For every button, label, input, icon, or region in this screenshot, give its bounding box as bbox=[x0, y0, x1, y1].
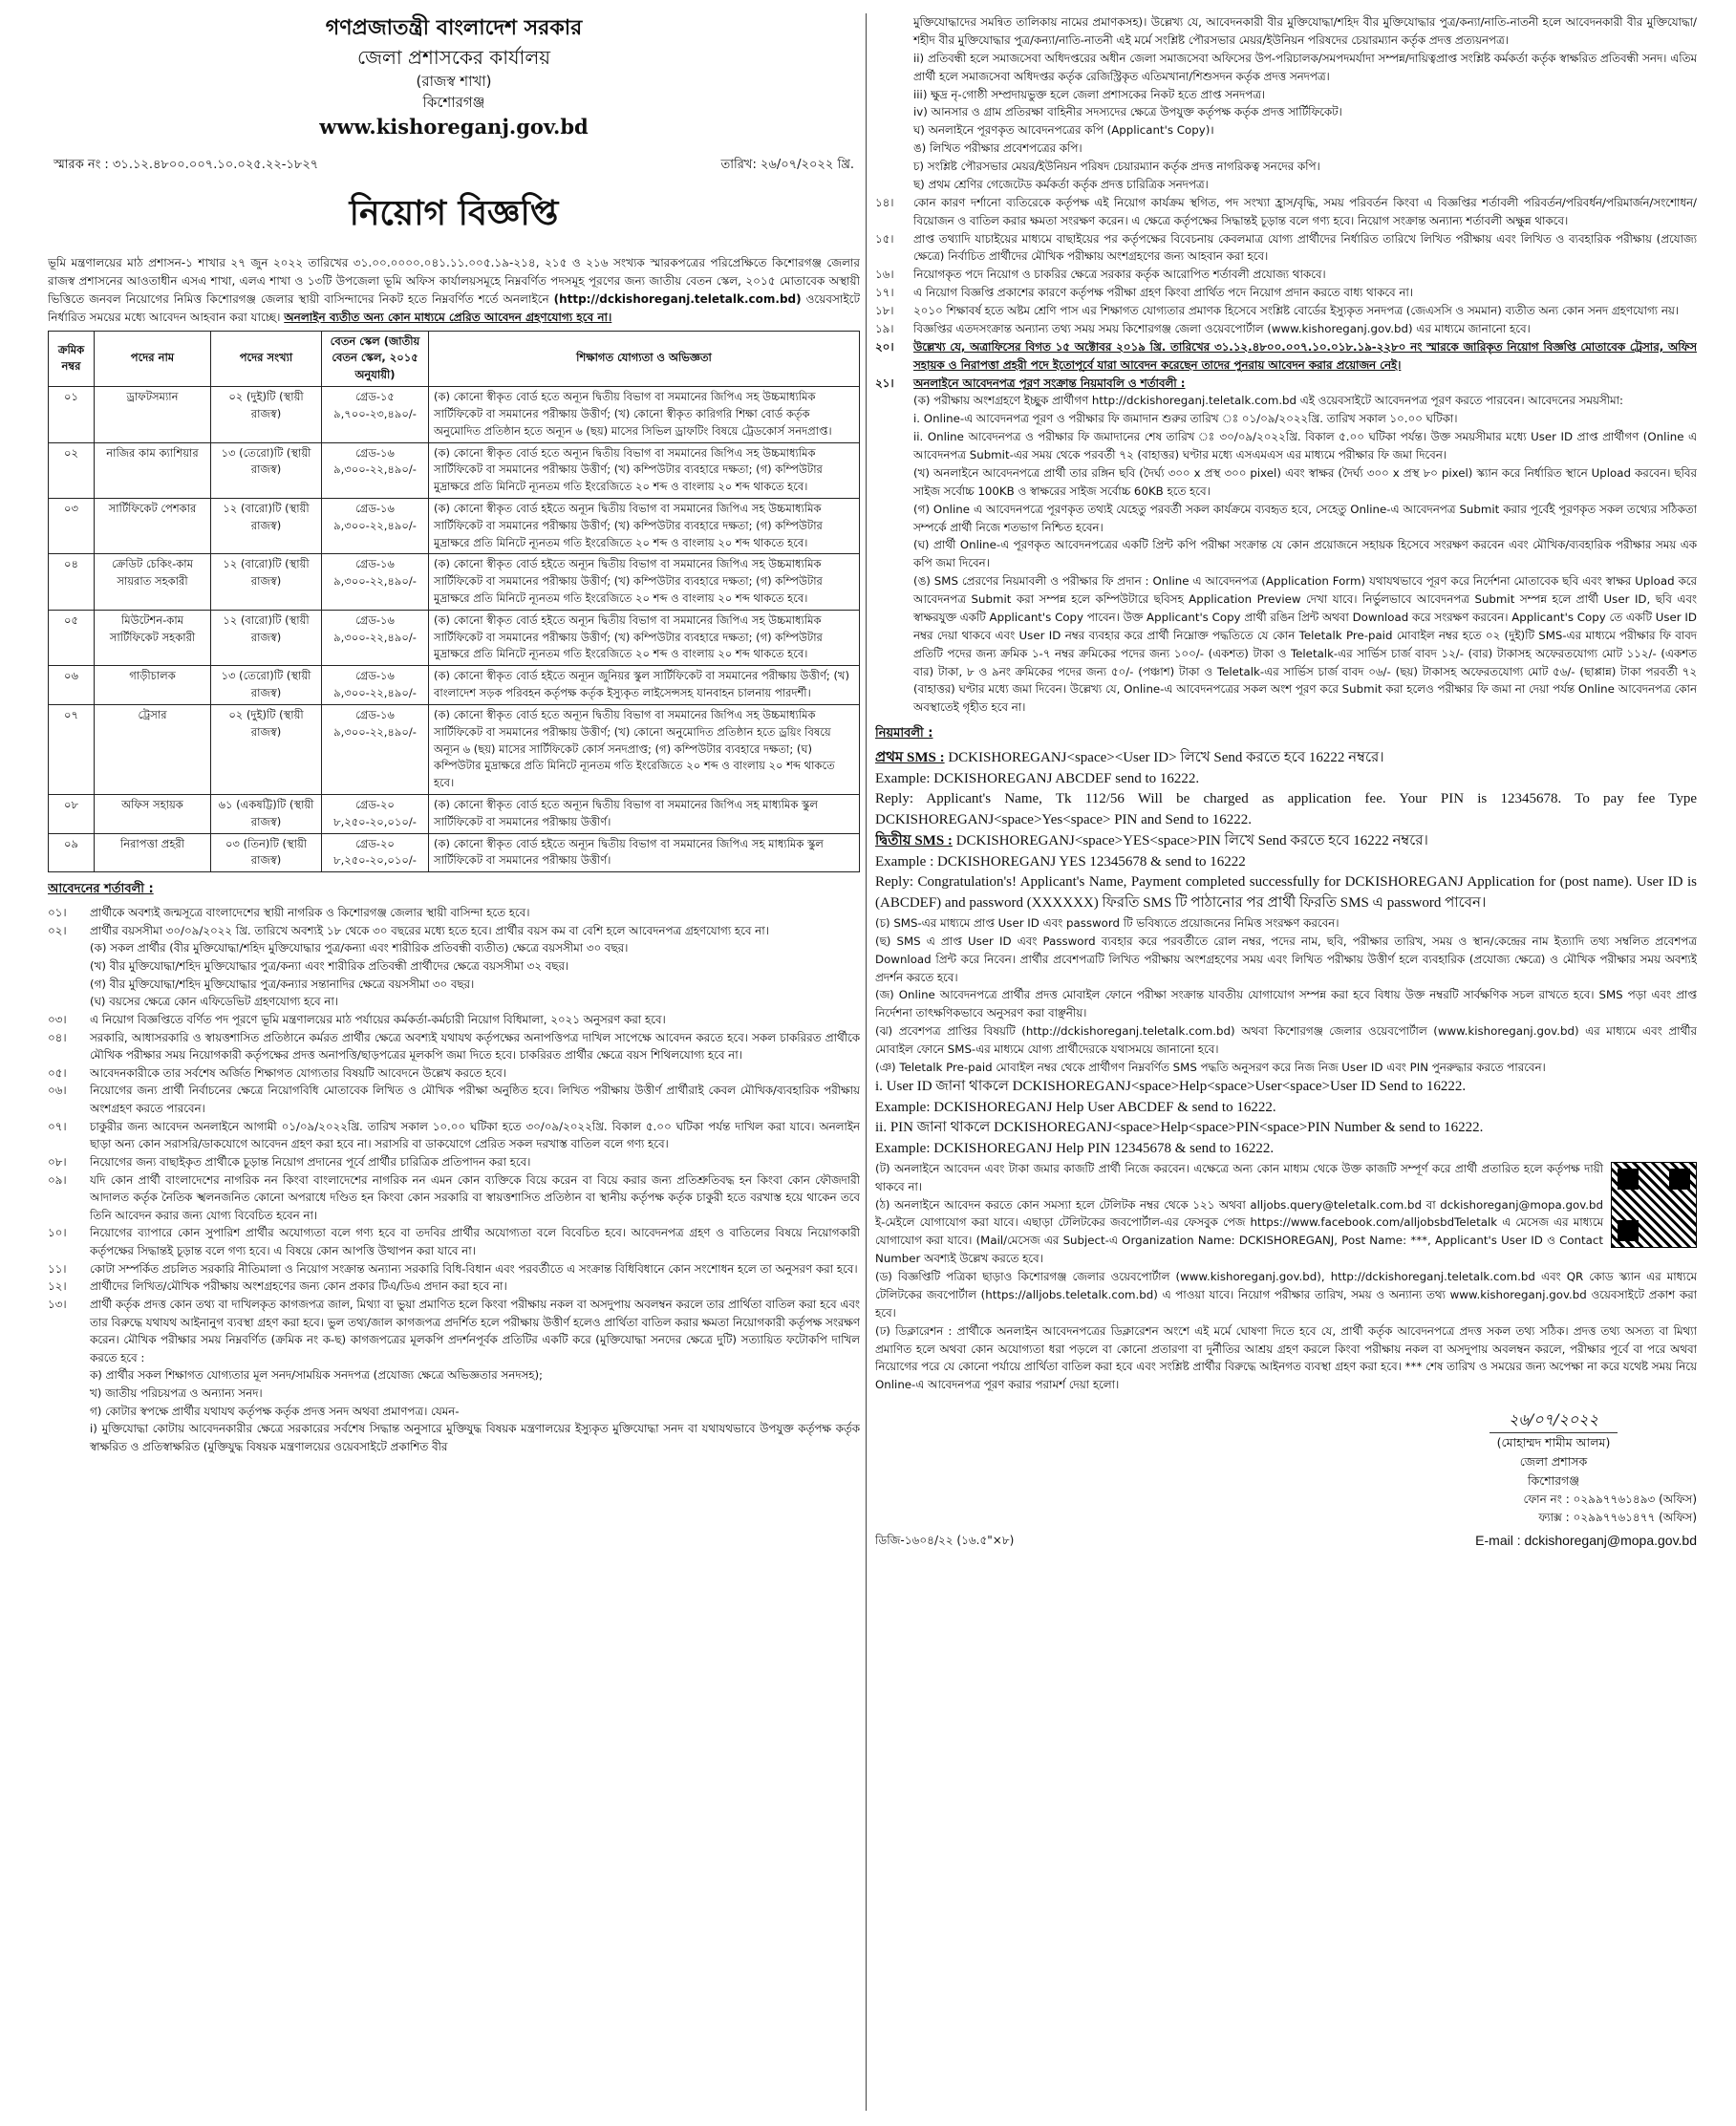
cell-post-name: গাড়ীচালক bbox=[95, 666, 211, 705]
online-instructions bbox=[875, 392, 1697, 717]
left-column bbox=[48, 13, 860, 2115]
branch-name: (রাজস্ব শাখা) bbox=[416, 72, 492, 90]
cell-pay-scale: গ্রেড-২০ ৮,২৫০-২০,০১০/- bbox=[322, 794, 429, 833]
item-text: কোন কারণ দর্শানো ব্যতিরেকে কর্তৃপক্ষ এই নিয়োগ কার্যক্রম স্থগিত, পদ সংখ্যা হ্রাস/বৃদ্ধি, সময় পরিবর্তন কিংবা এ বিজ্ঞপ্তির শর্তাবলী পরিবর্তন/পরিবর্ধন/পরিমার্জন/সংশোধন/বিয়োজন ও বাতিল করার ক্ষমতা সংরক্ষণ করেন। এ ক্ষেত্রে কর্তৃপক্ষের সিদ্ধান্তই চূড়ান্ত বলে গণ্য হবে। নিয়োগ সংক্রান্ত অন্যান্য শর্তাবলী অক্ষুন্ন থাকবে। bbox=[913, 195, 1697, 227]
cell-post-count: ১২ (বারো)টি (স্থায়ী রাজস্ব) bbox=[211, 498, 322, 553]
col-qualification: শিক্ষাগত যোগ্যতা ও অভিজ্ঞতা bbox=[429, 331, 860, 386]
item-text: কোটা সম্পর্কিত প্রচলিত সরকারি নীতিমালা ও নিয়োগ সংক্রান্ত অন্যান্য সরকারি বিধি-বিধান এবং পরবর্তীতে এ সংক্রান্ত বিধিবিধানে কোন সংশোধন হলে তা অনুসরণ করা হবে। bbox=[90, 1261, 858, 1276]
condition-item bbox=[48, 1366, 860, 1385]
contact-info bbox=[875, 1491, 1697, 1527]
cell-post-count: ৬১ (একষট্টি)টি (স্থায়ী রাজস্ব) bbox=[211, 794, 322, 833]
item-number: ০৭। bbox=[48, 1119, 67, 1133]
cell-post-name: ড্রাফটসম্যান bbox=[95, 387, 211, 442]
col-pay-scale: বেতন স্কেল (জাতীয় বেতন স্কেল, ২০১৫ অনুযায়ী) bbox=[322, 331, 429, 386]
item-number: ০৮। bbox=[48, 1154, 67, 1169]
item-text: বিজ্ঞপ্তির এতদসংক্রান্ত অন্যান্য তথ্য সময় সময় কিশোরগঞ্জ জেলা ওয়েবপোর্টাল (www.kishoreganj.gov.bd) এর মাধ্যমে জানানো হবে। bbox=[913, 321, 1531, 335]
condition-item bbox=[875, 302, 1697, 320]
intro-text-2: ওয়েবসাইটে নির্ধারিত সময়ের মধ্যে আবেদন আহবান করা যাচ্ছে। bbox=[48, 291, 860, 324]
online-instruction: (ক) পরীক্ষায় অংশগ্রহণে ইচ্ছুক প্রার্থীগণ http://dckishoreganj.teletalk.com.bd এই ওয়েবসাইটে আবেদনপত্র পূরণ করতে পারবেন। আবেদনের সময়সীমা: bbox=[913, 394, 1623, 408]
column-divider bbox=[866, 13, 867, 2111]
item-number: ০৫। bbox=[48, 1065, 67, 1080]
table-row bbox=[49, 442, 860, 498]
online-instruction: (গ) Online এ আবেদনপত্রে পূরণকৃত তথ্যই যেহেতু পরবর্তী সকল কার্যক্রমে ব্যবহৃত হবে, সেহেতু Online-এ আবেদনপত্র Submit করার পূর্বেই পূরণকৃত সকল তথ্যের সঠিকতা সম্পর্কে প্রার্থী নিজে শতভাগ নিশ্চিত হবেন। bbox=[913, 502, 1697, 534]
item-text: ২০১০ শিক্ষাবর্ষ হতে অষ্টম শ্রেণি পাস এর শিক্ষাগত যোগ্যতার প্রমাণক হিসেবে সংশ্লিষ্ট বোর্ডের ইস্যুকৃত সনদপত্র (জেএসসি ও সমমান) ব্যতীত অন্য কোন সনদ গ্রহণযোগ্য নয়। bbox=[913, 304, 1680, 317]
table-row bbox=[49, 794, 860, 833]
cell-post-count: ০২ (দুই)টি (স্থায়ী রাজস্ব) bbox=[211, 387, 322, 442]
item-number: ১০। bbox=[48, 1226, 67, 1240]
conditions-title: আবেদনের শর্তাবলী : bbox=[48, 882, 154, 897]
signature-scrawl: ২৬/০৭/২০২২ bbox=[1490, 1407, 1618, 1433]
recovery-line: ii. PIN জানা থাকলে DCKISHOREGANJ<space>Help<space>PIN<space>PIN Number & send to 16222. bbox=[875, 1120, 1484, 1136]
item-number: ১৮। bbox=[875, 304, 894, 317]
cell-pay-scale: গ্রেড-১৬ ৯,৩০০-২২,৪৯০/- bbox=[322, 666, 429, 705]
cell-serial: ০৮ bbox=[49, 794, 95, 833]
right-column bbox=[875, 13, 1697, 2115]
rules-title: নিয়মাবলী : bbox=[875, 726, 933, 741]
item-number: ০৯। bbox=[48, 1172, 67, 1187]
cell-qualification: (ক) কোনো স্বীকৃত বোর্ড হতে অন্যূন দ্বিতীয় বিভাগ বা সমমানের জিপিএ সহ উচ্চমাধ্যমিক সার্টিফিকেট বা সমমানের পরীক্ষায় উত্তীর্ণ; (খ) কোনো অনুমোদিত প্রতিষ্ঠান হতে ড্রয়িং বিষয়ে অন্যূন ৬ (ছয়) মাসের সার্টিফিকেট কোর্স সনদপ্রাপ্ত; (গ) কম্পিউটার ব্যবহারে দক্ষতা; (ঘ) কম্পিউটার মুদ্রাক্ষরে প্রতি মিনিটে ন্যূনতম গতি ইংরেজিতে ২০ শব্দ ও বাংলায় ২০ শব্দ থাকতে হবে। bbox=[429, 704, 860, 794]
cell-qualification: (ক) কোনো স্বীকৃত বোর্ড হইতে অন্যূন দ্বিতীয় বিভাগ বা সমমানের জিপিএ সহ মাধ্যমিক স্কুল সার্টিফিকেট বা সমমানের পরীক্ষায় উত্তীর্ণ। bbox=[429, 833, 860, 872]
item-text: (গ) বীর মুক্তিযোদ্ধা/শহিদ মুক্তিযোদ্ধার পুত্র/কন্যার সন্তানাদির ক্ষেত্রে বয়সসীমা ৩০ বছর। bbox=[90, 977, 475, 991]
phone-number: ফোন নং : ০২৯৯৭৭৬১৪৯৩ (অফিস) bbox=[1523, 1492, 1697, 1506]
cell-post-name: নিরাপত্তা প্রহরী bbox=[95, 833, 211, 872]
rules-list-2 bbox=[875, 1160, 1697, 1394]
item-text: উল্লেখ্য যে, অত্রাফিসের বিগত ১৫ অক্টোবর ২০১৯ খ্রি. তারিখের ৩১.১২.৪৮০০.০০৭.১০.০১৮.১৯-২২৮০ নং স্মারকে জারিকৃত নিয়োগ বিজ্ঞপ্তি মোতাবেক ট্রেসার, অফিস সহায়ক ও নিরাপত্তা প্রহরী পদে ইতোপূর্বে যারা আবেদন করেছেন তাদের পুনরায় আবেদন করার প্রয়োজন নেই। bbox=[913, 339, 1697, 372]
posts-table bbox=[48, 331, 860, 873]
first-sms-label: প্রথম SMS : bbox=[875, 749, 945, 765]
item-text: (ক) সকল প্রার্থীর (বীর মুক্তিযোদ্ধা/শহিদ মুক্তিযোদ্ধার পুত্র/কন্যা এবং শারীরিক প্রতিবন্ধী ব্যতীত) ক্ষেত্রে বয়সসীমা ৩০ বছর। bbox=[90, 941, 629, 956]
item-text: এ নিয়োগ বিজ্ঞপ্তিতে বর্ণিত পদ পূরণে ভূমি মন্ত্রণালয়ের মাঠ পর্যায়ের কর্মকর্তা-কর্মচারী নিয়োগ বিধিমালা, ২০২১ অনুসরণ করা হবে। bbox=[90, 1012, 666, 1026]
cell-post-count: ১২ (বারো)টি (স্থায়ী রাজস্ব) bbox=[211, 554, 322, 610]
col-post-count: পদের সংখ্যা bbox=[211, 331, 322, 386]
item-text: যদি কোন প্রার্থী বাংলাদেশের নাগরিক নন কিংবা বাংলাদেশের নাগরিক নন এমন কোন ব্যক্তিকে বিয়ে করেন বা বিয়ে করার জন্য প্রতিশ্রুতিবদ্ধ হন কিংবা কোন ফৌজদারী আদালত কর্তৃক নৈতিক স্খলনজনিত কোনো অপরাধে দণ্ডিত হন কিংবা কোন সরকারি বা স্বায়ত্তশাসিত প্রতিষ্ঠান বা স্থানীয় কর্তৃপক্ষ কর্তৃক চাকুরী হতে বরখাস্ত হয়ে থাকেন তবে তিনি আবেদন করার জন্য যোগ্য বিবেচিত হবেন না। bbox=[90, 1172, 860, 1222]
memo-date: তারিখ: ২৬/০৭/২০২২ খ্রি. bbox=[720, 157, 854, 172]
website-link[interactable]: www.kishoreganj.gov.bd bbox=[319, 115, 589, 140]
condition-item bbox=[48, 1403, 860, 1421]
letterhead bbox=[48, 13, 860, 142]
cell-serial: ০৬ bbox=[49, 666, 95, 705]
item-number: ০৩। bbox=[48, 1012, 67, 1026]
first-sms-reply: Reply: Applicant's Name, Tk 112/56 Will be charged as application fee. Your PIN is 12345678. To pay fee Type DCKISHOREGANJ<space>Yes<space> PIN and Send to 16222. bbox=[875, 791, 1697, 828]
item-number: ২১। bbox=[875, 376, 894, 390]
recovery-line: i. User ID জানা থাকলে DCKISHOREGANJ<space>Help<space>User<space>User ID Send to 16222. bbox=[875, 1078, 1467, 1094]
condition-item bbox=[48, 1011, 860, 1029]
cell-post-count: ১৩ (তেরো)টি (স্থায়ী রাজস্ব) bbox=[211, 442, 322, 498]
cell-qualification: (ক) কোনো স্বীকৃত বোর্ড হতে অন্যূন দ্বিতীয় বিভাগ বা সমমানের জিপিএ সহ মাধ্যমিক স্কুল সার্টিফিকেট বা সমমানের পরীক্ষায় উত্তীর্ণ। bbox=[429, 794, 860, 833]
cell-pay-scale: গ্রেড-১৬ ৯,৩০০-২২,৪৯০/- bbox=[322, 442, 429, 498]
condition-item bbox=[48, 922, 860, 940]
cell-qualification: (ক) কোনো স্বীকৃত বোর্ড হইতে অন্যূন দ্বিতীয় বিভাগ বা সমমানের জিপিএ সহ উচ্চমাধ্যমিক সার্টিফিকেট বা সমমানের পরীক্ষায় উত্তীর্ণ; (খ) কম্পিউটার ব্যবহারে দক্ষতা; (গ) কম্পিউটার মুদ্রাক্ষরে প্রতি মিনিটে ন্যূনতম গতি ইংরেজিতে ২০ শব্দ ও বাংলায় ২০ শব্দ থাকতে হবে। bbox=[429, 554, 860, 610]
doc-ethnic: iii) ক্ষুদ্র নৃ-গোষ্ঠী সম্প্রদায়ভুক্ত হলে জেলা প্রশাসকের নিকট হতে প্রাপ্ত সনদপত্র। bbox=[913, 87, 1266, 101]
second-sms-text: DCKISHOREGANJ<space>YES<space>PIN লিখে Send করতে হবে 16222 নম্বরে। bbox=[955, 832, 1428, 848]
condition-item bbox=[48, 904, 860, 922]
item-text: আবেদনকারীকে তার সর্বশেষ অর্জিত শিক্ষাগত যোগ্যতার বিষয়টি আবেদনে উল্লেখ করতে হবে। bbox=[90, 1065, 506, 1080]
item-text: প্রাপ্ত তথ্যাদি যাচাইয়ের মাধ্যমে বাছাইয়ের পর কর্তৃপক্ষের বিবেচনায় কেবলমাত্র যোগ্য প্রার্থীদের নির্ধারিত তারিখে লিখিত পরীক্ষায় এবং লিখিত ও ব্যবহারিক পরীক্ষায় (প্রযোজ্য ক্ষেত্রে) নির্বাচিত প্রার্থীদের মৌখিক পরীক্ষায় অংশগ্রহণের জন্য আহবান করা হবে। bbox=[913, 231, 1697, 264]
first-sms-example: Example: DCKISHOREGANJ ABCDEF send to 16222. bbox=[875, 770, 1200, 786]
item-number: ১২। bbox=[48, 1279, 67, 1294]
cell-post-count: ১৩ (তেরো)টি (স্থায়ী রাজস্ব) bbox=[211, 666, 322, 705]
condition-item bbox=[48, 1118, 860, 1153]
doc-freedom-fighter: মুক্তিযোদ্ধাদের সমন্বিত তালিকায় নামের প্রমাণকসহ)। উল্লেখ্য যে, আবেদনকারী বীর মুক্তিযোদ্ধা/শহিদ বীর মুক্তিযোদ্ধার পুত্র/কন্যা/নাতি-নাতনী হলে আবেদনকারী বীর মুক্তিযোদ্ধা/শহীদ বীর মুক্তিযোদ্ধার পুত্র/কন্যা/নাতি-নাতনী এই মর্মে সংশ্লিষ্ট পৌরসভার মেয়র/ইউনিয়ন পরিষদের চেয়ারম্যান কর্তৃক প্রদত্ত প্রত্যয়নপত্র। bbox=[913, 15, 1697, 47]
recovery-line: Example: DCKISHOREGANJ Help User ABCDEF & send to 16222. bbox=[875, 1099, 1276, 1115]
item-number: ১৭। bbox=[875, 286, 894, 300]
item-text: নিয়োগের জন্য বাছাইকৃত প্রার্থীকে চূড়ান্ত নিয়োগ প্রদানের পূর্বে প্রার্থীর চারিত্রিক প্রতিপাদন করা হবে। bbox=[90, 1154, 531, 1169]
fax-number: ফ্যাক্স : ০২৯৯৭৭৬১৪৭৭ (অফিস) bbox=[1538, 1510, 1697, 1524]
col-serial: ক্রমিক নম্বর bbox=[49, 331, 95, 386]
item-text: চাকুরীর জন্য আবেদন অনলাইনে আগামী ০১/০৯/২০২২খ্রি. তারিখ সকাল ১০.০০ ঘটিকা হতে ৩০/০৯/২০২২খ্রি. বিকাল ৫.০০ ঘটিকা পর্যন্ত দাখিল করা যাবে। অনলাইন ছাড়া অন্য কোন সরাসরি/ডাকযোগে আবেদন গ্রহণ করা হবে না। সরাসরি বা ডাকযোগে প্রেরিত সকল দরখাস্ত বাতিল বলে গণ্য হবে। bbox=[90, 1119, 860, 1151]
item-number: ১৫। bbox=[875, 231, 894, 246]
rule-item: (ছ) SMS এ প্রাপ্ত User ID এবং Password ব্যবহার করে পরবর্তীতে রোল নম্বর, পদের নাম, ছবি, পরীক্ষার তারিখ, সময় ও স্থান/কেন্দ্রের নাম ইত্যাদি তথ্য সম্বলিত প্রবেশপত্র Download প্রিন্ট করে নিবেন। প্রার্থীর প্রবেশপত্রটি লিখিত পরীক্ষায় অংশগ্রহণের সময় এবং লিখিত পরীক্ষায় উত্তীর্ণ হলে ব্যবহারিক (প্রযোজ্য ক্ষেত্রে) ও মৌখিক পরীক্ষার সময় অবশ্যই প্রদর্শন করতে হবে। bbox=[875, 934, 1697, 984]
doc-ansar: iv) আনসার ও গ্রাম প্রতিরক্ষা বাহিনীর সদস্যদের ক্ষেত্রে উপযুক্ত কর্তৃপক্ষ কর্তৃক প্রদত্ত সার্টিফিকেট। bbox=[913, 105, 1342, 119]
memo-number: স্মারক নং : ৩১.১২.৪৮০০.০০৭.১০.০২৫.২২-১৮২৭ bbox=[54, 157, 319, 172]
condition-item bbox=[48, 1064, 860, 1083]
cell-post-name: সার্টিফিকেট পেশকার bbox=[95, 498, 211, 553]
rule-item: (ঢ) ডিক্লারেশন : প্রার্থীকে অনলাইন আবেদনপত্রের ডিক্লারেশন অংশে এই মর্মে ঘোষণা দিতে হবে যে, প্রার্থী কর্তৃক আবেদনপত্রে প্রদত্ত সকল তথ্য সঠিক। প্রদত্ত তথ্য অসত্য বা মিথ্যা প্রমাণিত হলে অথবা কোন অযোগ্যতা ধরা পড়লে বা কোনো প্রতারণা বা দুর্নীতির আশ্রয় গ্রহণ করলে কিংবা পরীক্ষায় নকল বা অসদুপায় অবলম্বন করলে, পরীক্ষার পূর্বে বা পরে অথবা নিয়োগের পরে যে কোনো পর্যায়ে প্রার্থিতা বাতিল করা হবে এবং সংশ্লিষ্ট প্রার্থীর বিরুদ্ধে আইনগত ব্যবস্থা গ্রহণ করা হবে। *** শেষ তারিখ ও সময়ের জন্য অপেক্ষা না করে যথেষ্ট সময় নিয়ে Online-এ আবেদনপত্র পূরণ করার পরামর্শ দেয়া হলো। bbox=[875, 1323, 1697, 1392]
recovery-line: Example: DCKISHOREGANJ Help PIN 12345678 & send to 16222. bbox=[875, 1141, 1275, 1157]
online-only-warning: অনলাইন ব্যতীত অন্য কোন মাধ্যমে প্রেরিত আবেদন গ্রহণযোগ্য হবে না। bbox=[284, 310, 612, 324]
second-sms-example: Example : DCKISHOREGANJ YES 12345678 & send to 16222 bbox=[875, 853, 1246, 870]
cell-pay-scale: গ্রেড-১৬ ৯,৩০০-২২,৪৯০/- bbox=[322, 498, 429, 553]
table-row bbox=[49, 833, 860, 872]
item-number: ০৬। bbox=[48, 1084, 67, 1098]
item-number: ১১। bbox=[48, 1261, 67, 1276]
table-row bbox=[49, 610, 860, 665]
item-text: নিয়োগের ব্যাপারে কোন সুপারিশ প্রার্থীর অযোগ্যতা বলে গণ্য হবে বা তদবির প্রার্থীর অযোগ্যতা বলে বিবেচিত হবে। আবেদনপত্র গ্রহণ ও বাতিলের বিষয়ে নিয়োগকারী কর্তৃপক্ষের সিদ্ধান্তই চূড়ান্ত বলে গণ্য হবে। এ বিষয়ে কোন আপত্তি উত্থাপন করা যাবে না। bbox=[90, 1226, 860, 1258]
cell-serial: ০৫ bbox=[49, 610, 95, 665]
item-text: নিয়োগকৃত পদে নিয়োগ ও চাকরির ক্ষেত্রে সরকার কর্তৃক আরোপিত শর্তাবলী প্রযোজ্য থাকবে। bbox=[913, 268, 1326, 282]
doc-character: ছ) প্রথম শ্রেণির গেজেটেড কর্মকর্তা কর্তৃক প্রদত্ত চারিত্রিক সনদপত্র। bbox=[913, 177, 1209, 191]
item-text: ক) প্রার্থীর সকল শিক্ষাগত যোগ্যতার মূল সনদ/সাময়িক সনদপত্র (প্রযোজ্য ক্ষেত্রে অভিজ্ঞতার সনদসহ); bbox=[90, 1368, 544, 1383]
signatory-name: (মোহাম্মদ শামীম আলম) bbox=[1496, 1434, 1611, 1450]
rule-item: (ট) অনলাইনে আবেদন এবং টাকা জমার কাজটি প্রার্থী নিজে করবেন। এক্ষেত্রে অন্য কোন মাধ্যম থেকে উক্ত কাজটি সম্পূর্ণ করে প্রার্থী প্রতারিত হলে কর্তৃপক্ষ দায়ী থাকবে না। bbox=[875, 1161, 1603, 1193]
table-row bbox=[49, 666, 860, 705]
cell-post-count: ১২ (বারো)টি (স্থায়ী রাজস্ব) bbox=[211, 610, 322, 665]
condition-item bbox=[48, 1029, 860, 1064]
required-docs-continued bbox=[875, 13, 1697, 717]
email-address[interactable]: E-mail : dckishoreganj@mopa.gov.bd bbox=[1475, 1533, 1697, 1549]
table-header-row bbox=[49, 331, 860, 386]
item-text: (ঘ) বয়সের ক্ষেত্রে কোন এফিডেভিট গ্রহণযোগ্য হবে না। bbox=[90, 995, 338, 1009]
table-row bbox=[49, 554, 860, 610]
cell-qualification: (ক) কোনো স্বীকৃত বোর্ড হইতে অন্যূন দ্বিতীয় বিভাগ বা সমমানের জিপিএ সহ উচ্চমাধ্যমিক সার্টিফিকেট বা সমমানের পরীক্ষায় উত্তীর্ণ; (খ) কম্পিউটার ব্যবহারে দক্ষতা; (গ) কম্পিউটার মুদ্রাক্ষরে প্রতি মিনিটে ন্যূনতম গতি ইংরেজিতে ২০ শব্দ ও বাংলায় ২০ শব্দ থাকতে হবে। bbox=[429, 498, 860, 553]
second-sms-label: দ্বিতীয় SMS : bbox=[875, 832, 953, 848]
online-instruction: ii. Online আবেদনপত্র ও পরীক্ষার ফি জমাদানের শেষ তারিখ ঃ ৩০/০৯/২০২২খ্রি. বিকাল ৫.০০ ঘটিকা পর্যন্ত। উক্ত সময়সীমার মধ্যে User ID প্রাপ্ত প্রার্থীগণ (Online এ আবেদনপত্র Submit-এর সময় থেকে পরবর্তী ৭২ (বাহাত্তর) ঘণ্টার মধ্যে এসএমএস এর মাধ্যমে পরীক্ষার ফি জমা দিবেন। bbox=[913, 430, 1697, 462]
cell-post-name: নাজির কাম ক্যাশিয়ার bbox=[95, 442, 211, 498]
office-name: জেলা প্রশাসকের কার্যালয় bbox=[356, 45, 551, 69]
govt-name: গণপ্রজাতন্ত্রী বাংলাদেশ সরকার bbox=[325, 16, 583, 40]
rules-section bbox=[875, 724, 1697, 1394]
item-text: খ) জাতীয় পরিচয়পত্র ও অন্যান্য সনদ। bbox=[90, 1386, 263, 1401]
reference-line bbox=[48, 156, 860, 176]
condition-item bbox=[48, 939, 860, 957]
item-text: প্রার্থীর বয়সসীমা ৩০/০৯/২০২২ খ্রি. তারিখে অবশ্যই ১৮ থেকে ৩০ বছরের মধ্যে হতে হবে। প্রার্থীর বয়স কম বা বেশি হলে আবেদনপত্র গ্রহণযোগ্য হবে না। bbox=[90, 923, 769, 937]
item-text: (খ) বীর মুক্তিযোদ্ধা/শহিদ মুক্তিযোদ্ধার পুত্র/কন্যা এবং শারীরিক প্রতিবন্ধী প্রার্থীদের ক্ষেত্রে বয়সসীমা ৩২ বছর। bbox=[90, 959, 569, 974]
item-text: গ) কোটার স্বপক্ষে প্রার্থীর যথাযথ কর্তৃপক্ষ কর্তৃক প্রদত্ত সনদ অথবা প্রমাণপত্র। যেমন- bbox=[90, 1404, 460, 1418]
cell-serial: ০৪ bbox=[49, 554, 95, 610]
condition-item bbox=[875, 320, 1697, 338]
condition-item bbox=[48, 976, 860, 994]
cell-post-name: ট্রেসার bbox=[95, 704, 211, 794]
online-instruction: (ঙ) SMS প্রেরণের নিয়মাবলী ও পরীক্ষার ফি প্রদান : Online এ আবেদনপত্র (Application Form) যথাযথভাবে পূরণ করে নির্দেশনা মোতাবেক ছবি এবং স্বাক্ষর Upload করে আবেদনপত্র Submit করা সম্পন্ন হলে কম্পিউটারে ছবিসহ Application Preview দেখা যাবে। নির্ভুলভাবে আবেদনপত্র Submit সম্পন্ন হলে প্রার্থী User ID, ছবি এবং স্বাক্ষরযুক্ত একটি Applicant's Copy পাবেন। উক্ত Applicant's Copy প্রার্থী রঙিন প্রিন্ট অথবা Download করে সংরক্ষণ করবেন। Applicant's Copy তে একটি User ID নম্বর দেয়া থাকবে এবং User ID নম্বর ব্যবহার করে প্রার্থী নিম্নোক্ত পদ্ধতিতে যে কোন Teletalk Pre-paid মোবাইল নম্বর হতে ০২ (দুই)টি SMS-এর মাধ্যমে পরীক্ষার ফি বাবদ প্রতিটি পদের জন্য ক্রমিক ১-৭ নম্বর ক্রমিকের পদের জন্য ১০০/- (একশত) টাকা ও Teletalk-এর সার্ভিস চার্জ বাবদ ১২/- (বার) টাকাসহ অফেরতযোগ্য মোট ১১২/- (একশত বার) টাকা, ৮ ও ৯নং ক্রমিকের পদের জন্য ৫০/- (পঞ্চাশ) টাকা ও Teletalk-এর সার্ভিস চার্জ বাবদ ০৬/- (ছয়) টাকাসহ অফেরতযোগ্য মোট ৫৬/- (ছাপ্পান্ন) টাকা পরবর্তী ৭২ (বাহাত্তর) ঘণ্টার মধ্যে জমা দিবেন। উল্লেখ্য যে, Online-এ আবেদনপত্রের সকল অংশ পূরণ করে Submit করা হলেও পরীক্ষার ফি জমা না দেয়া পর্যন্ত Online আবেদনপত্র কোন অবস্থাতেই গৃহীত হবে না। bbox=[913, 574, 1697, 715]
item-text: সরকারি, আধাসরকারি ও স্বায়ত্তশাসিত প্রতিষ্ঠানে কর্মরত প্রার্থীর ক্ষেত্রে অবশ্যই যথাযথ কর্তৃপক্ষের অনাপত্তিপত্র দাখিল সাপেক্ষে আবেদন করতে হবে। সকল চাকরিরত প্রার্থীকে মৌখিক পরীক্ষার সময় নিয়োগকারী কর্তৃপক্ষের প্রদত্ত অনাপত্তি/ছাড়পত্রের মূলকপি জমা দিতে হবে। চাকরিরত প্রার্থীর ক্ষেত্রে বয়স শিথিলযোগ্য হবে না। bbox=[90, 1030, 860, 1063]
apply-link[interactable]: (http://dckishoreganj.teletalk.com.bd) bbox=[553, 291, 802, 306]
condition-item bbox=[48, 1224, 860, 1259]
doc-admit-card: ঙ) লিখিত পরীক্ষার প্রবেশপত্রের কপি। bbox=[913, 141, 1082, 156]
cell-post-count: ০৩ (তিন)টি (স্থায়ী রাজস্ব) bbox=[211, 833, 322, 872]
table-row bbox=[49, 498, 860, 553]
rule-item: (ঞ) Teletalk Pre-paid মোবাইল নম্বর থেকে প্রার্থীগণ নিম্নবর্ণিত SMS পদ্ধতি অনুসরণ করে নিজ নিজ User ID এবং PIN পুনরুদ্ধার করতে পারবেন। bbox=[875, 1060, 1546, 1074]
condition-item bbox=[48, 1420, 860, 1455]
item-number: ০১। bbox=[48, 906, 67, 920]
cell-qualification: (ক) কোনো স্বীকৃত বোর্ড হইতে অন্যূন দ্বিতীয় বিভাগ বা সমমানের জিপিএ সহ উচ্চমাধ্যমিক সার্টিফিকেট বা সমমানের পরীক্ষায় উত্তীর্ণ; (খ) কম্পিউটার ব্যবহারে দক্ষতা; (গ) কম্পিউটার মুদ্রাক্ষরে প্রতি মিনিটে ন্যূনতম গতি ইংরেজিতে ২০ শব্দ ও বাংলায় ২০ শব্দ থাকতে হবে। bbox=[429, 610, 860, 665]
online-instruction: (খ) অনলাইনে আবেদনপত্রে প্রার্থী তার রঙ্গিন ছবি (দৈর্ঘ্য ৩০০ x প্রস্থ ৩০০ pixel) এবং স্বাক্ষর (দৈর্ঘ্য ৩০০ x প্রস্থ ৮০ pixel) স্ক্যান করে নির্ধারিত স্থানে Upload করবেন। ছবির সাইজ সর্বোচ্চ 100KB ও স্বাক্ষরের সাইজ সর্বোচ্চ 60KB হতে হবে। bbox=[913, 465, 1697, 498]
condition-item bbox=[48, 1385, 860, 1403]
second-sms-reply: Reply: Congratulation's! Applicant's Name, Payment completed successfully for DCKISHOREGANJ Application for (post name). User ID is (ABCDEF) and password (XXXXXX) ফিরতি SMS টি পাঠানোর পর প্রার্থী ফিরতি SMS এ password পাবেন। bbox=[875, 874, 1697, 912]
item-number: ১৯। bbox=[875, 321, 894, 335]
item-text: অনলাইনে আবেদনপত্র পূরণ সংক্রান্ত নিয়মাবলি ও শর্তাবলী : bbox=[913, 376, 1186, 390]
cell-serial: ০৯ bbox=[49, 833, 95, 872]
item-number: ২০। bbox=[875, 339, 894, 354]
rule-item: (ঠ) অনলাইনে আবেদন করতে কোন সমস্যা হলে টেলিটক নম্বর থেকে ১২১ অথবা alljobs.query@teletalk.com.bd বা dckishoreganj@mopa.gov.bd ই-মেইলে যোগাযোগ করা যাবে। এছাড়া টেলিটকের জবপোর্টাল-এর ফেসবুক পেজ https://www.facebook.com/alljobsbdTeletalk এ মেসেজ এর মাধ্যমে যোগাযোগ করা যাবে। (Mail/মেসেজ এর Subject-এ Organization Name: DCKISHOREGANJ, Post Name: ***, Applicant's User ID ও Contact Number অবশ্যই উল্লেখ করতে হবে। bbox=[875, 1197, 1603, 1266]
item-text: প্রার্থী কর্তৃক প্রদত্ত কোন তথ্য বা দাখিলকৃত কাগজপত্র জাল, মিথ্যা বা ভুয়া প্রমাণিত হলে কিংবা পরীক্ষায় নকল বা অসদুপায় অবলম্বন করলে তার প্রার্থিতা বাতিল করা হবে এবং তার বিরুদ্ধে যথাযথ আইনানুগ ব্যবস্থা গ্রহণ করা হবে। ভুল তথ্য/জাল কাগজপত্র প্রদর্শিত হলে পরীক্ষায় উত্তীর্ণ হলেও প্রার্থিতা বাতিল করার ক্ষমতা নিয়োগকারী কর্তৃপক্ষ সংরক্ষণ করেন। মৌখিক পরীক্ষার সময় নিম্নবর্ণিত (ক্রমিক নং ক-ছ) কাগজপত্রের মূলকপি প্রদর্শনপূর্বক প্রতিটির একটি করে (মুক্তিযোদ্ধা সনদের ক্ষেত্রে দুটি) সত্যায়িত ফটোকপি দাখিল করতে হবে : bbox=[90, 1297, 860, 1364]
condition-item bbox=[48, 1171, 860, 1225]
doc-citizenship: চ) সংশ্লিষ্ট পৌরসভার মেয়র/ইউনিয়ন পরিষদ চেয়ারম্যান কর্তৃক প্রদত্ত নাগরিকত্ব সনদের কপি। bbox=[913, 160, 1320, 173]
item-text: নিয়োগের জন্য প্রার্থী নির্বাচনের ক্ষেত্রে নিয়োগবিধি মোতাবেক লিখিত ও মৌখিক পরীক্ষা অনুষ্ঠিত হবে। লিখিত পরীক্ষায় উত্তীর্ণ প্রার্থীরাই কেবল মৌখিক/ব্যবহারিক পরীক্ষায় অংশগ্রহণ করতে পারবেন। bbox=[90, 1084, 860, 1116]
rule-item: (চ) SMS-এর মাধ্যমে প্রাপ্ত User ID এবং password টি ভবিষ্যতে প্রয়োজনের নিমিত্ত সংরক্ষণ করবেন। bbox=[875, 915, 1340, 930]
item-number: ০২। bbox=[48, 923, 67, 937]
rules-list bbox=[875, 914, 1697, 1077]
cell-qualification: (ক) কোনো স্বীকৃত বোর্ড হইতে অন্যূন জুনিয়র স্কুল সার্টিফিকেট বা সমমানের পরীক্ষায় উত্তীর্ণ; (খ) বাংলাদেশ সড়ক পরিবহন কর্তৃপক্ষ কর্তৃক ইস্যুকৃত লাইসেন্সসহ যানবাহন চালনায় পারদর্শী। bbox=[429, 666, 860, 705]
cell-pay-scale: গ্রেড-২০ ৮,২৫০-২০,০১০/- bbox=[322, 833, 429, 872]
table-row bbox=[49, 704, 860, 794]
condition-item bbox=[875, 230, 1697, 267]
first-sms-text: DCKISHOREGANJ<space><User ID> লিখে Send করতে হবে 16222 নম্বরে। bbox=[948, 749, 1384, 765]
conditions-list bbox=[48, 904, 860, 1455]
rule-item: (জ) Online আবেদনপত্রে প্রার্থীর প্রদত্ত মোবাইল ফোনে পরীক্ষা সংক্রান্ত যাবতীয় যোগাযোগ সম্পন্ন করা হবে বিধায় উক্ত নম্বরটি সার্বক্ষণিক সচল রাখতে হবে। SMS পড়া এবং প্রাপ্ত নির্দেশনা তাৎক্ষণিকভাবে অনুসরণ করা বাঞ্ছনীয়। bbox=[875, 988, 1697, 1020]
condition-item-20 bbox=[875, 338, 1697, 375]
second-sms bbox=[875, 831, 1697, 852]
item-text: i) মুক্তিযোদ্ধা কোটায় আবেদনকারীর ক্ষেত্রে সরকারের সর্বশেষ সিদ্ধান্ত অনুসারে মুক্তিযুদ্ধ বিষয়ক মন্ত্রণালয়ের ইস্যুকৃত মুক্তিযোদ্ধা সনদ বা যথাযথভাবে উপযুক্ত কর্তৃপক্ষ কর্তৃক স্বাক্ষরিত ও প্রতিস্বাক্ষরিত (মুক্তিযুদ্ধ বিষয়ক মন্ত্রণালয়ের ওয়েবসাইটে প্রকাশিত বীর bbox=[90, 1422, 860, 1453]
cell-post-count: ০২ (দুই)টি (স্থায়ী রাজস্ব) bbox=[211, 704, 322, 794]
notice-title: নিয়োগ বিজ্ঞপ্তি bbox=[349, 193, 559, 233]
qr-code-icon[interactable] bbox=[1611, 1162, 1697, 1248]
item-number: ১৩। bbox=[48, 1297, 67, 1311]
cell-pay-scale: গ্রেড-১৬ ৯,৩০০-২২,৪৯০/- bbox=[322, 610, 429, 665]
condition-item-21 bbox=[875, 375, 1697, 393]
cell-post-name: অফিস সহায়ক bbox=[95, 794, 211, 833]
item-text: প্রার্থীকে অবশ্যই জন্মসূত্রে বাংলাদেশের স্থায়ী নাগরিক ও কিশোরগঞ্জ জেলার স্থায়ী বাসিন্দা হতে হবে। bbox=[90, 906, 530, 920]
online-instruction: i. Online-এ আবেদনপত্র পূরণ ও পরীক্ষার ফি জমাদান শুরুর তারিখ ঃ ০১/০৯/২০২২খ্রি. তারিখ সকাল ১০.০০ ঘটিকা। bbox=[913, 412, 1458, 426]
col-post-name: পদের নাম bbox=[95, 331, 211, 386]
condition-item bbox=[48, 1153, 860, 1171]
cell-qualification: (ক) কোনো স্বীকৃত বোর্ড হতে অন্যূন দ্বিতীয় বিভাগ বা সমমানের জিপিএ সহ উচ্চমাধ্যমিক সার্টিফিকেট বা সমমানের পরীক্ষায় উত্তীর্ণ; (খ) কোনো স্বীকৃত কারিগরি শিক্ষা বোর্ড কর্তৃক অনুমোদিত প্রতিষ্ঠান হতে অন্যূন ৬ (ছয়) মাসের সিভিল ড্রাফটিং বিষয়ে ট্রেডকোর্স সনদপ্রাপ্ত। bbox=[429, 387, 860, 442]
cell-serial: ০১ bbox=[49, 387, 95, 442]
recovery-instructions bbox=[875, 1077, 1697, 1160]
cell-pay-scale: গ্রেড-১৬ ৯,৩০০-২২,৪৯০/- bbox=[322, 704, 429, 794]
cell-pay-scale: গ্রেড-১৬ ৯,৩০০-২২,৪৯০/- bbox=[322, 554, 429, 610]
print-code: ডিজি-১৬০৪/২২ (১৬.৫"×৮) bbox=[875, 1534, 1015, 1548]
online-instruction: (ঘ) প্রার্থী Online-এ পূরণকৃত আবেদনপত্রের একটি প্রিন্ট কপি পরীক্ষা সংক্রান্ত যে কোন প্রয়োজনে সহায়ক হিসেবে সংরক্ষণ করবেন এবং মৌখিক/ব্যবহারিক পরীক্ষার সময় এক কপি জমা দিবেন। bbox=[913, 538, 1697, 570]
cell-pay-scale: গ্রেড-১৫ ৯,৭০০-২৩,৪৯০/- bbox=[322, 387, 429, 442]
condition-item bbox=[48, 1296, 860, 1367]
rule-item: (ঝ) প্রবেশপত্র প্রাপ্তির বিষয়টি (http://dckishoreganj.teletalk.com.bd) অথবা কিশোরগঞ্জ জেলার ওয়েবপোর্টাল (www.kishoreganj.gov.bd) এর মাধ্যমে এবং প্রার্থীর মোবাইল ফোনে SMS-এর মাধ্যমে যোগ্য প্রার্থীদেরকে যথাসময়ে জানানো হবে। bbox=[875, 1024, 1697, 1057]
item-text: প্রার্থীদের লিখিত/মৌখিক পরীক্ষায় অংশগ্রহণের জন্য কোন প্রকার টিএ/ডিএ প্রদান করা হবে না। bbox=[90, 1279, 507, 1294]
signatory-title: জেলা প্রশাসক bbox=[1519, 1453, 1588, 1469]
condition-item bbox=[48, 1278, 860, 1296]
cell-post-name: ক্রেডিট চেকিং-কাম সায়রাত সহকারী bbox=[95, 554, 211, 610]
cell-serial: ০৩ bbox=[49, 498, 95, 553]
item-text: এ নিয়োগ বিজ্ঞপ্তি প্রকাশের কারণে কর্তৃপক্ষ পরীক্ষা গ্রহণ কিংবা প্রার্থিত পদে নিয়োগ প্রদান করতে বাধ্য থাকবে না। bbox=[913, 286, 1414, 300]
doc-applicant-copy: ঘ) অনলাইনে পূরণকৃত আবেদনপত্রের কপি (Applicant's Copy)। bbox=[913, 123, 1214, 138]
intro-text: ভূমি মন্ত্রণালয়ের মাঠ প্রশাসন-১ শাখার ২৭ জুন ২০২২ তারিখের ৩১.০০.০০০০.০৪১.১১.০০৫.১৯-২১৪, ২১৫ ও ২১৬ সংখ্যক স্মারকপত্রের পরিপ্রেক্ষিতে কিশোরগঞ্জ জেলার রাজস্ব প্রশাসনের আওতাধীন এসএ শাখা, এলএ শাখা ও ১৩টি উপজেলা ভূমি অফিস কার্যালয়সমূহে নিম্নবর্ণিত পদসমূহ পূরণের জন্য জাতীয় বেতন স্কেল, ২০১৫ মোতাবেক অস্থায়ী ভিত্তিতে জনবল নিয়োগের নিমিত্ত কিশোরগঞ্জ জেলার স্থায়ী বাসিন্দাদের নিকট হতে নিম্নবর্ণিত শর্তে অনলাইনে bbox=[48, 255, 860, 306]
table-row bbox=[49, 387, 860, 442]
cell-serial: ০৭ bbox=[49, 704, 95, 794]
condition-item bbox=[875, 284, 1697, 302]
cell-post-name: মিউটেশন-কাম সার্টিফিকেট সহকারী bbox=[95, 610, 211, 665]
cell-qualification: (ক) কোনো স্বীকৃত বোর্ড হতে অন্যূন দ্বিতীয় বিভাগ বা সমমানের জিপিএ সহ উচ্চমাধ্যমিক সার্টিফিকেট বা সমমানের পরীক্ষায় উত্তীর্ণ; (খ) কম্পিউটার ব্যবহারে দক্ষতা; (গ) কম্পিউটার মুদ্রাক্ষরে প্রতি মিনিটে ন্যূনতম গতি ইংরেজিতে ২০ শব্দ ও বাংলায় ২০ শব্দ থাকতে হবে। bbox=[429, 442, 860, 498]
intro-paragraph bbox=[48, 254, 860, 327]
condition-item bbox=[875, 194, 1697, 230]
condition-item bbox=[48, 993, 860, 1011]
district-name: কিশোরগঞ্জ bbox=[422, 93, 485, 111]
conditions-continued bbox=[875, 194, 1697, 338]
condition-item bbox=[875, 266, 1697, 284]
rule-item: (ড) বিজ্ঞপ্তিটি পত্রিকা ছাড়াও কিশোরগঞ্জ জেলার ওয়েবপোর্টাল (www.kishoreganj.gov.bd), http://dckishoreganj.teletalk.com.bd এবং QR কোড স্ক্যান এর মাধ্যমে টেলিটকের জবপোর্টাল (https://alljobs.teletalk.com.bd) এ পাওয়া যাবে। নিয়োগ পরীক্ষার তারিখ, সময় ও অন্যান্য তথ্য www.kishoreganj.gov.bd ওয়েবসাইটে প্রকাশ করা হবে। bbox=[875, 1270, 1697, 1320]
cell-serial: ০২ bbox=[49, 442, 95, 498]
condition-item bbox=[48, 957, 860, 976]
item-number: ০৪। bbox=[48, 1030, 67, 1044]
first-sms bbox=[875, 748, 1697, 769]
footer-line bbox=[875, 1533, 1697, 1552]
item-number: ১৬। bbox=[875, 268, 894, 282]
doc-disability: ii) প্রতিবন্ধী হলে সমাজসেবা অধিদপ্তরের অধীন জেলা সমাজসেবা অফিসের উপ-পরিচালক/সমপদমর্যাদা সম্পন্ন/দায়িত্বপ্রাপ্ত সংশ্লিষ্ট কর্মকর্তা কর্তৃক স্বাক্ষরিত প্রতিবন্ধী সনদ। এতিম প্রার্থী হলে সমাজসেবা অধিদপ্তর কর্তৃক রেজিস্ট্রিকৃত এতিমখানা/শিশুসদন কর্তৃক প্রদত্ত সনদপত্র। bbox=[913, 51, 1697, 83]
signatory-place: কিশোরগঞ্জ bbox=[1527, 1472, 1580, 1488]
condition-item bbox=[48, 1260, 860, 1278]
item-number: ১৪। bbox=[875, 195, 894, 209]
condition-item bbox=[48, 1082, 860, 1117]
signature-block bbox=[875, 1407, 1697, 1491]
